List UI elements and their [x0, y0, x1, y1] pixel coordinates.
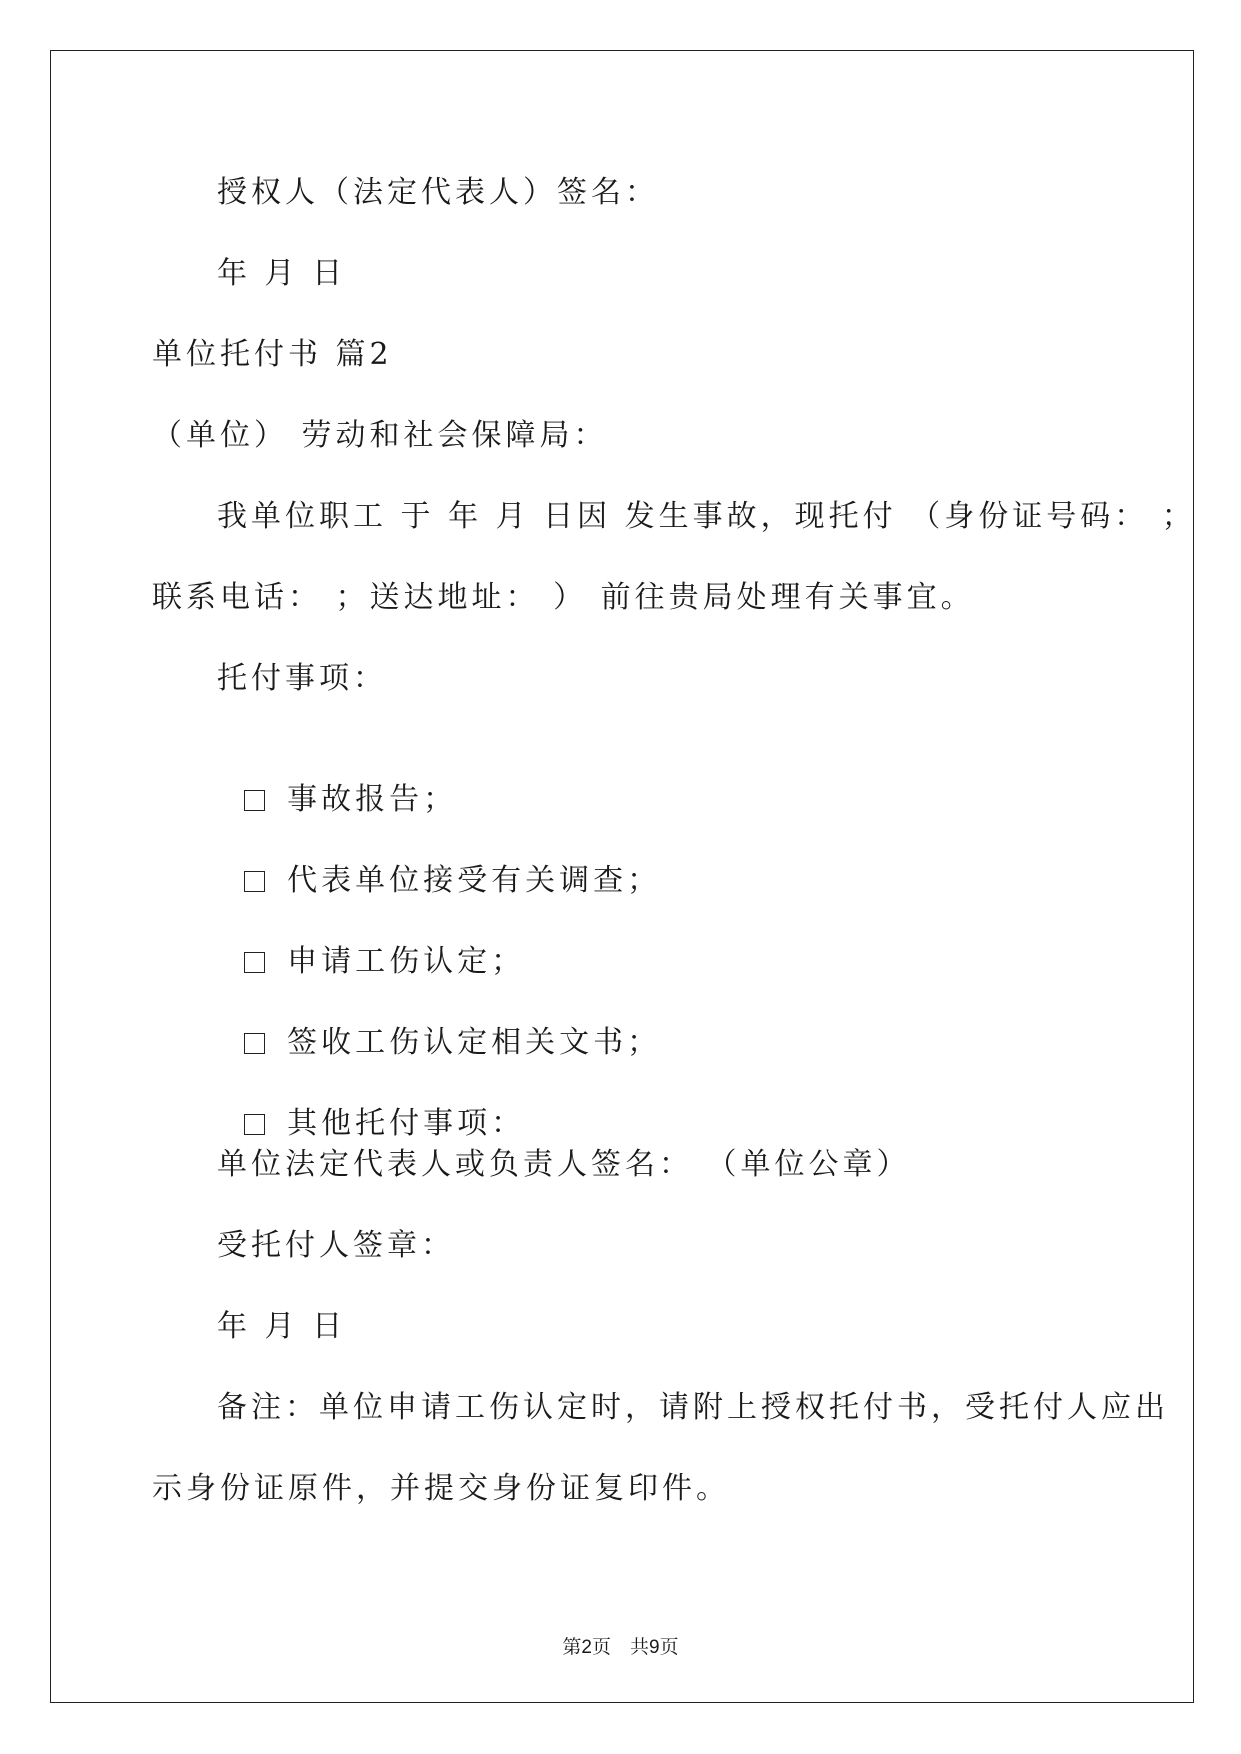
- checklist-item-other: [217, 1064, 525, 1144]
- checklist-item-label: 代表单位接受有关调查；: [287, 863, 662, 898]
- page-number-footer: [0, 1635, 1241, 1660]
- checklist-item-accident-report: [217, 740, 457, 820]
- trustee-signature-line: 受托付人签章：: [217, 1228, 455, 1263]
- addressee-line: （单位） 劳动和社会保障局：: [152, 418, 608, 453]
- remark-line-2: 示身份证原件，并提交身份证复印件。: [152, 1471, 730, 1506]
- checkbox-icon: [244, 952, 265, 973]
- footer-prefix: 第: [562, 1636, 582, 1658]
- body-paragraph-line-2: 联系电话： ；送达地址： ） 前往贵局处理有关事宜。: [152, 580, 975, 615]
- authorizer-signature-line: 授权人（法定代表人）签名：: [217, 175, 659, 210]
- body-paragraph-line-1: 我单位职工 于 年 月 日因 发生事故，现托付 （身份证号码： ；: [217, 499, 1196, 534]
- date-line-2: 年 月 日: [217, 1309, 347, 1344]
- current-page-number: 2: [581, 1637, 592, 1658]
- checklist-item-label: 签收工伤认定相关文书；: [287, 1025, 662, 1060]
- remark-line-1: 备注：单位申请工伤认定时，请附上授权托付书，受托付人应出: [217, 1390, 1169, 1425]
- footer-middle: 页 共: [591, 1636, 649, 1658]
- checklist-item-investigation: [217, 821, 661, 901]
- checkbox-icon: [244, 871, 265, 892]
- entrusted-matters-heading: 托付事项：: [217, 661, 387, 696]
- section-heading: 单位托付书 篇2: [152, 337, 393, 372]
- checkbox-icon: [244, 1033, 265, 1054]
- date-line-1: 年 月 日: [217, 256, 347, 291]
- checkbox-icon: [244, 1114, 265, 1135]
- checklist-item-sign-documents: [217, 983, 661, 1063]
- checklist-item-apply-injury: [217, 902, 525, 982]
- checkbox-icon: [244, 790, 265, 811]
- total-pages-number: 9: [649, 1637, 660, 1658]
- checklist-item-label: 申请工伤认定；: [287, 944, 526, 979]
- checklist-item-label: 其他托付事项：: [287, 1106, 526, 1141]
- checklist-item-label: 事故报告；: [287, 782, 458, 817]
- footer-suffix: 页: [659, 1636, 679, 1658]
- legal-rep-signature-line: 单位法定代表人或负责人签名： （单位公章）: [217, 1147, 911, 1182]
